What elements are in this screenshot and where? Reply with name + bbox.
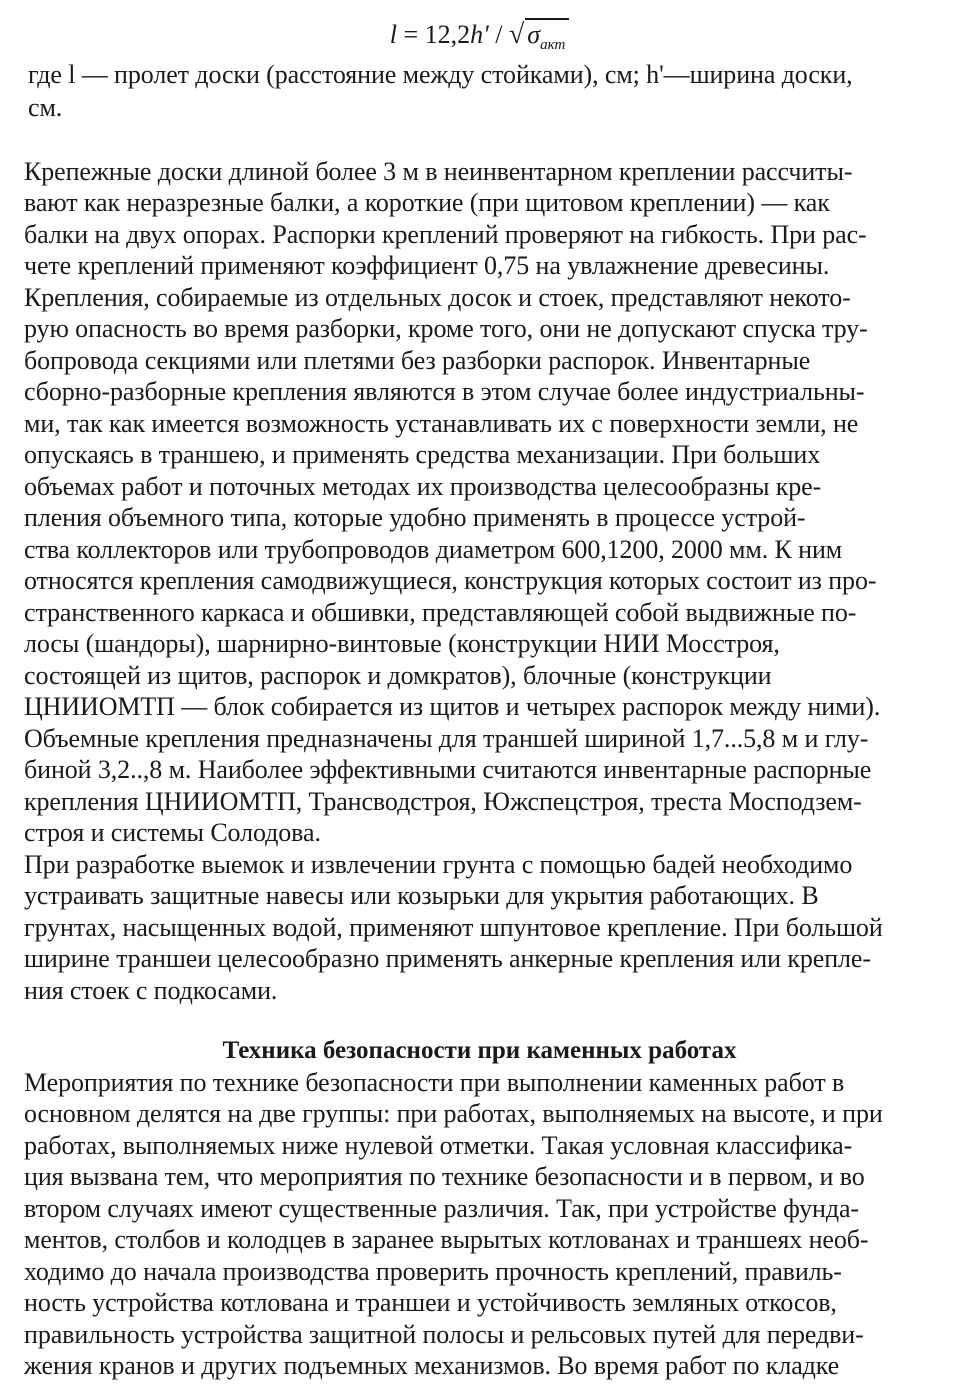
paragraph-line: ходимо до начала производства проверить прочность креплений, правиль- xyxy=(24,1257,842,1286)
definition-line: см. xyxy=(28,93,63,122)
paragraph-line: ми, так как имеется возможность устанавливать их с поверхности земли, не xyxy=(24,409,859,438)
paragraph-line: балки на двух опорах. Распорки креплений проверяют на гибкость. При рас- xyxy=(24,220,867,249)
paragraph-line: правильность устройства защитной полосы и рельсовых путей для передви- xyxy=(24,1320,864,1349)
paragraph-line: Объемные крепления предназначены для траншей шириной 1,7...5,8 м и глу- xyxy=(24,724,869,753)
formula-lhs: l xyxy=(389,20,397,49)
paragraph-line: опускаясь в траншею, и применять средства механизации. При больших xyxy=(24,440,821,469)
formula-root-content xyxy=(525,18,569,60)
paragraph-line: строя и системы Солодова. xyxy=(24,818,321,847)
paragraph-line: работах, выполняемых ниже нулевой отметки. Такая условная классифика- xyxy=(24,1131,853,1160)
section-heading: Техника безопасности при каменных работах xyxy=(222,1037,737,1064)
paragraph-line: объемах работ и поточных методах их производства целесообразны кре- xyxy=(24,472,822,501)
paragraph-line: чете креплений применяют коэффициент 0,75 на увлажнение древесины. xyxy=(24,251,830,280)
paragraph-line: пления объемного типа, которые удобно применять в процессе устрой- xyxy=(24,503,806,532)
paragraph-line: жения кранов и других подъемных механизмов. Во время работ по кладке xyxy=(24,1351,840,1380)
paragraph-line: Крепежные доски длиной более 3 м в неинвентарном креплении рассчиты- xyxy=(24,157,853,186)
paragraph-line: относятся крепления самодвижущиеся, конструкция которых состоит из про- xyxy=(24,566,877,595)
paragraph-line: рую опасность во время разборки, кроме того, они не допускают спуска тру- xyxy=(24,314,868,343)
formula-equals: = xyxy=(403,20,419,49)
paragraph-line: грунтах, насыщенных водой, применяют шпунтовое крепление. При большой xyxy=(24,913,883,942)
definition-line: где l — пролет доски (расстояние между стойками), см; h'—ширина доски, xyxy=(28,60,853,89)
paragraph-line: ментов, столбов и колодцев в заранее вырытых котлованах и траншеях необ- xyxy=(24,1225,869,1254)
paragraph-line: ширине траншеи целесообразно применять анкерные крепления или крепле- xyxy=(24,944,871,973)
formula-radical: √ xyxy=(508,19,525,50)
paragraph-line: основном делятся на две группы: при работах, выполняемых на высоте, и при xyxy=(24,1099,883,1128)
paragraph-line: крепления ЦНИИОМТП, Трансводстроя, Южспецстроя, треста Мосподзем- xyxy=(24,787,862,816)
paragraph-line: устраивать защитные навесы или козырьки для укрытия работающих. В xyxy=(24,881,819,910)
paragraph-line: сборно-разборные крепления являются в этом случае более индустриальны- xyxy=(24,377,865,406)
paragraph-line: втором случаях имеют существенные различия. Так, при устройстве фунда- xyxy=(24,1194,859,1223)
paragraph-line: ность устройства котлована и траншеи и устойчивость земляных откосов, xyxy=(24,1288,837,1317)
paragraph-line: При разработке выемок и извлечении грунта с помощью бадей необходимо xyxy=(24,850,853,879)
paragraph-line: странственного каркаса и обшивки, представляющей собой выдвижные по- xyxy=(24,598,857,627)
paragraph-line: биной 3,2..,8 м. Наиболее эффективными считаются инвентарные распорные xyxy=(24,755,872,784)
paragraph-line: ства коллекторов или трубопроводов диаметром 600,1200, 2000 мм. К ним xyxy=(24,535,843,564)
formula-sigma: σ xyxy=(527,20,541,49)
formula-width-var: h' xyxy=(470,20,489,49)
formula-subscript: акт xyxy=(540,37,566,53)
paragraph-line: ция вызвана тем, что мероприятия по технике безопасности и в первом, и во xyxy=(24,1162,865,1191)
paragraph-line: Мероприятия по технике безопасности при выполнении каменных работ в xyxy=(24,1068,845,1097)
paragraph-line: ЦНИИОМТП — блок собирается из щитов и четырех распорок между ними). xyxy=(24,692,881,721)
formula-slash: / xyxy=(495,20,503,49)
formula-coefficient: 12,2 xyxy=(424,20,471,49)
paragraph-line: вают как неразрезные балки, а короткие (при щитовом креплении) — как xyxy=(24,188,830,217)
span-formula xyxy=(0,18,959,60)
paragraph-line: состоящей из щитов, распорок и домкратов), блочные (конструкции xyxy=(24,661,772,690)
paragraph-line: лосы (шандоры), шарнирно-винтовые (конструкции НИИ Мосстроя, xyxy=(24,629,780,658)
paragraph-line: бопровода секциями или плетями без разборки распорок. Инвентарные xyxy=(24,346,811,375)
paragraph-line: ния стоек с подкосами. xyxy=(24,976,278,1005)
paragraph-line: Крепления, собираемые из отдельных досок и стоек, представляют некото- xyxy=(24,283,851,312)
